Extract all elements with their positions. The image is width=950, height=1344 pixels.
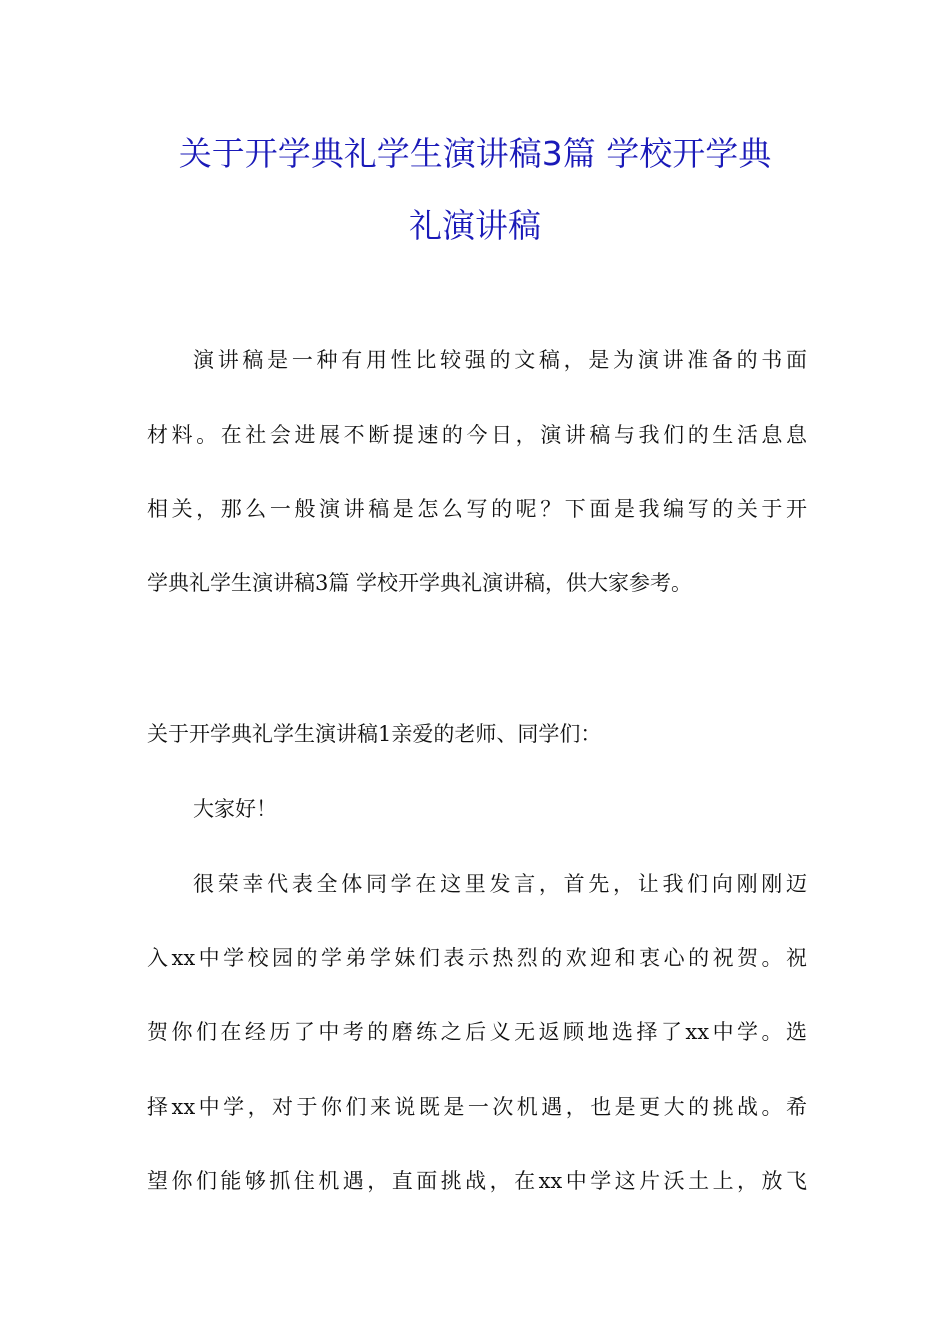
greeting: 大家好！ bbox=[193, 797, 277, 821]
intro-line: 学典礼学生演讲稿3篇 学校开学典礼演讲稿，供大家参考。 bbox=[147, 571, 693, 595]
body-line: 望你们能够抓住机遇，直面挑战，在xx中学这片沃土上，放飞 bbox=[147, 1169, 807, 1193]
body-line: 很荣幸代表全体同学在这里发言，首先，让我们向刚刚迈 bbox=[193, 872, 807, 896]
body-line: 入xx中学校园的学弟学妹们表示热烈的欢迎和衷心的祝贺。祝 bbox=[147, 946, 807, 970]
section-heading: 关于开学典礼学生演讲稿1亲爱的老师、同学们： bbox=[147, 722, 602, 746]
document-title-line-2: 礼演讲稿 bbox=[409, 206, 541, 245]
intro-line: 相关，那么一般演讲稿是怎么写的呢？下面是我编写的关于开 bbox=[147, 497, 807, 521]
intro-line: 材料。在社会进展不断提速的今日，演讲稿与我们的生活息息 bbox=[147, 423, 807, 447]
body-line: 择xx中学，对于你们来说既是一次机遇，也是更大的挑战。希 bbox=[147, 1095, 807, 1119]
document-title-line-1: 关于开学典礼学生演讲稿3篇 学校开学典 bbox=[178, 134, 772, 173]
intro-line: 演讲稿是一种有用性比较强的文稿，是为演讲准备的书面 bbox=[193, 348, 807, 372]
body-line: 贺你们在经历了中考的磨练之后义无返顾地选择了xx中学。选 bbox=[147, 1020, 807, 1044]
